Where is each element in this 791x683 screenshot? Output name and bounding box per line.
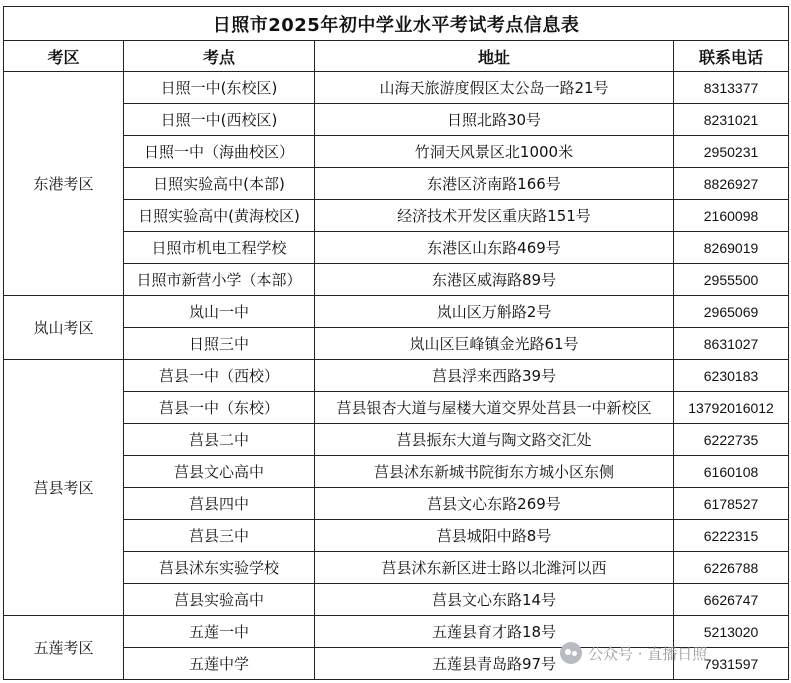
site-cell: 日照市新营小学（本部） (124, 264, 315, 296)
district-cell: 岚山考区 (4, 296, 124, 360)
phone-cell: 6222735 (674, 424, 789, 456)
address-cell: 经济技术开发区重庆路151号 (315, 200, 674, 232)
phone-cell: 6230183 (674, 360, 789, 392)
exam-site-sheet (3, 6, 788, 680)
site-cell: 莒县文心高中 (124, 456, 315, 488)
site-cell: 莒县三中 (124, 520, 315, 552)
district-cell: 五莲考区 (4, 616, 124, 680)
site-cell: 日照三中 (124, 328, 315, 360)
site-cell: 五莲一中 (124, 616, 315, 648)
table-row (4, 296, 789, 328)
district-cell: 东港考区 (4, 72, 124, 296)
site-cell: 莒县一中（西校） (124, 360, 315, 392)
address-cell: 东港区威海路89号 (315, 264, 674, 296)
site-cell: 莒县一中（东校） (124, 392, 315, 424)
header-address: 地址 (315, 41, 674, 72)
address-cell: 东港区济南路166号 (315, 168, 674, 200)
address-cell: 日照北路30号 (315, 104, 674, 136)
header-district: 考区 (4, 41, 124, 72)
address-cell: 莒县城阳中路8号 (315, 520, 674, 552)
phone-cell: 2160098 (674, 200, 789, 232)
district-cell: 莒县考区 (4, 360, 124, 616)
site-cell: 岚山一中 (124, 296, 315, 328)
address-cell: 莒县沭东新城书院街东方城小区东侧 (315, 456, 674, 488)
address-cell: 莒县沭东新区进士路以北潍河以西 (315, 552, 674, 584)
table-row (4, 72, 789, 104)
address-cell: 莒县浮来西路39号 (315, 360, 674, 392)
address-cell: 莒县振东大道与陶文路交汇处 (315, 424, 674, 456)
address-cell: 五莲县青岛路97号 (315, 648, 674, 680)
wechat-logo-icon (560, 642, 582, 664)
phone-cell: 8313377 (674, 72, 789, 104)
site-cell: 日照一中(东校区) (124, 72, 315, 104)
watermark (560, 640, 770, 666)
site-cell: 莒县二中 (124, 424, 315, 456)
phone-cell: 8269019 (674, 232, 789, 264)
site-cell: 莒县四中 (124, 488, 315, 520)
site-cell: 日照实验高中(黄海校区) (124, 200, 315, 232)
site-cell: 日照市机电工程学校 (124, 232, 315, 264)
table-body (4, 72, 789, 680)
site-cell: 日照实验高中(本部) (124, 168, 315, 200)
address-cell: 莒县银杏大道与屋楼大道交界处莒县一中新校区 (315, 392, 674, 424)
phone-cell: 6222315 (674, 520, 789, 552)
site-cell: 日照一中(西校区) (124, 104, 315, 136)
address-cell: 东港区山东路469号 (315, 232, 674, 264)
phone-cell: 8826927 (674, 168, 789, 200)
phone-cell: 13792016012 (674, 392, 789, 424)
phone-cell: 8231021 (674, 104, 789, 136)
address-cell: 莒县文心东路269号 (315, 488, 674, 520)
phone-cell: 2955500 (674, 264, 789, 296)
phone-cell: 6626747 (674, 584, 789, 616)
phone-cell: 5213020 (674, 616, 789, 648)
address-cell: 竹洞天风景区北1000米 (315, 136, 674, 168)
exam-site-table (3, 6, 789, 680)
address-cell: 山海天旅游度假区太公岛一路21号 (315, 72, 674, 104)
header-site: 考点 (124, 41, 315, 72)
table-row (4, 360, 789, 392)
phone-cell: 8631027 (674, 328, 789, 360)
phone-cell: 2965069 (674, 296, 789, 328)
phone-cell: 6178527 (674, 488, 789, 520)
phone-cell: 6226788 (674, 552, 789, 584)
address-cell: 五莲县育才路18号 (315, 616, 674, 648)
site-cell: 莒县实验高中 (124, 584, 315, 616)
address-cell: 岚山区万斛路2号 (315, 296, 674, 328)
site-cell: 五莲中学 (124, 648, 315, 680)
site-cell: 日照一中（海曲校区） (124, 136, 315, 168)
phone-cell: 6160108 (674, 456, 789, 488)
site-cell: 莒县沭东实验学校 (124, 552, 315, 584)
phone-cell: 7931597 (674, 648, 789, 680)
address-cell: 岚山区巨峰镇金光路61号 (315, 328, 674, 360)
phone-cell: 2950231 (674, 136, 789, 168)
table-title: 日照市2025年初中学业水平考试考点信息表 (4, 7, 789, 41)
watermark-text: 公众号 · 直播日照 (588, 644, 708, 663)
address-cell: 莒县文心东路14号 (315, 584, 674, 616)
header-phone: 联系电话 (674, 41, 789, 72)
